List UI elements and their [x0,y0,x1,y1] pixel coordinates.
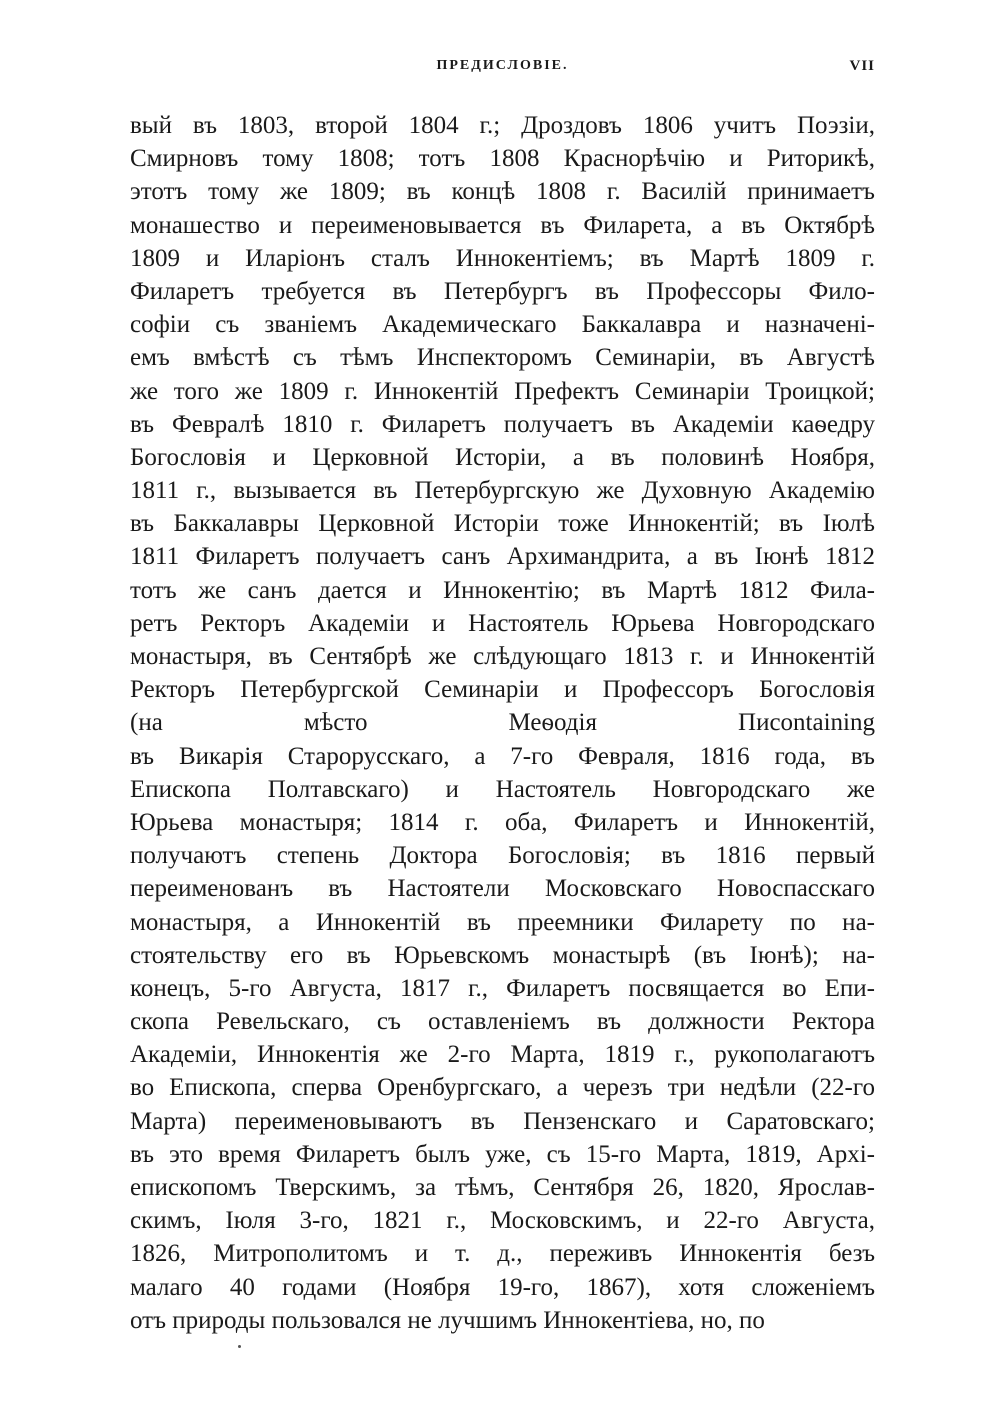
text-line: Филаретъ требуется въ Петербургъ въ Профессоры Фило- [130,277,875,305]
ink-speck [238,1345,241,1348]
text-line: 1811 г., вызывается въ Петербургскую же Духовную Академію [130,477,875,505]
running-title: ПРЕДИСЛОВІЕ. [436,58,569,73]
text-line: скимъ, Іюля 3-го, 1821 г., Московскимъ, и 22-го Августа, [130,1207,875,1235]
text-line: отъ природы пользовался не лучшимъ Иннокентіева, но, по [130,1306,765,1334]
text-line: (на мѣсто Меѳодія Пиcontaining [130,709,875,737]
text-line: тотъ же санъ дается и Иннокентію; въ Мартѣ 1812 Фила- [130,576,875,604]
text-line: Смирновъ тому 1808; тотъ 1808 Краснорѣчію и Риторикѣ, [130,145,875,173]
text-line: софіи съ званіемъ Академическаго Баккалавра и назначені- [130,311,875,339]
text-line: Богословія и Церковной Исторіи, а въ половинѣ Ноября, [130,443,875,471]
text-line: ретъ Ректоръ Академіи и Настоятель Юрьева Новгородскаго [130,609,875,637]
text-line: Юрьева монастыря; 1814 г. оба, Филаретъ и Иннокентій, [130,808,875,836]
page-number: VII [849,58,875,74]
text-line: монашество и переименовывается въ Филарета, а въ Октябрѣ [130,211,875,239]
text-line: въ Баккалавры Церковной Исторіи тоже Иннокентій; въ Іюлѣ [130,510,875,538]
text-line: епископомъ Тверскимъ, за тѣмъ, Сентября 26, 1820, Ярослав- [130,1174,875,1201]
running-head [130,58,875,82]
text-line: Епископа Полтавскаго) и Настоятель Новгородскаго же [130,775,875,803]
text-line: емъ вмѣстѣ съ тѣмъ Инспекторомъ Семинаріи, въ Августѣ [130,344,875,372]
text-line: стоятельству его въ Юрьевскомъ монастырѣ (въ Іюнѣ); на- [130,941,875,969]
text-line: переименованъ въ Настоятели Московскаго Новоспасскаго [130,875,875,903]
text-line: въ Февралѣ 1810 г. Филаретъ получаетъ въ Академіи каѳедру [130,410,875,438]
text-line: 1826, Митрополитомъ и т. д., переживъ Иннокентія безъ [130,1240,875,1268]
text-line: въ это время Филаретъ былъ уже, съ 15-го Марта, 1819, Архі- [130,1140,875,1168]
text-line: получаютъ степень Доктора Богословія; въ 1816 первый [130,842,875,870]
text-line: въ Викарія Старорусскаго, а 7-го Февраля, 1816 года, въ [130,742,875,770]
text-line: этотъ тому же 1809; въ концѣ 1808 г. Василій принимаетъ [130,178,875,206]
body-text [130,109,875,1337]
text-line: монастыря, а Иннокентій въ преемники Филарету по на- [130,908,875,936]
text-line: малаго 40 годами (Ноября 19-го, 1867), хотя сложеніемъ [130,1273,875,1301]
text-line: 1811 Филаретъ получаетъ санъ Архимандрита, а въ Іюнѣ 1812 [130,543,875,571]
text-line: Академіи, Иннокентія же 2-го Марта, 1819 г., рукополагаютъ [130,1041,875,1069]
text-line: во Епископа, сперва Оренбургскаго, а черезъ три недѣли (22-го [130,1074,875,1102]
text-line: скопа Ревельскаго, съ оставленіемъ въ должности Ректора [130,1008,875,1036]
text-line: монастыря, въ Сентябрѣ же слѣдующаго 1813 г. и Иннокентій [130,643,875,670]
text-line: конецъ, 5-го Августа, 1817 г., Филаретъ посвящается во Епи- [130,974,875,1002]
text-line: вый въ 1803, второй 1804 г.; Дроздовъ 1806 учитъ Поэзіи, [130,112,875,139]
text-line: же того же 1809 г. Иннокентій Префектъ Семинаріи Троицкой; [130,377,875,405]
text-line: Марта) переименовываютъ въ Пензенскаго и Саратовскаго; [130,1107,875,1135]
text-line: Ректоръ Петербургской Семинаріи и Профессоръ Богословія [130,676,875,704]
text-line: 1809 и Иларіонъ сталъ Иннокентіемъ; въ Мартѣ 1809 г. [130,244,875,272]
